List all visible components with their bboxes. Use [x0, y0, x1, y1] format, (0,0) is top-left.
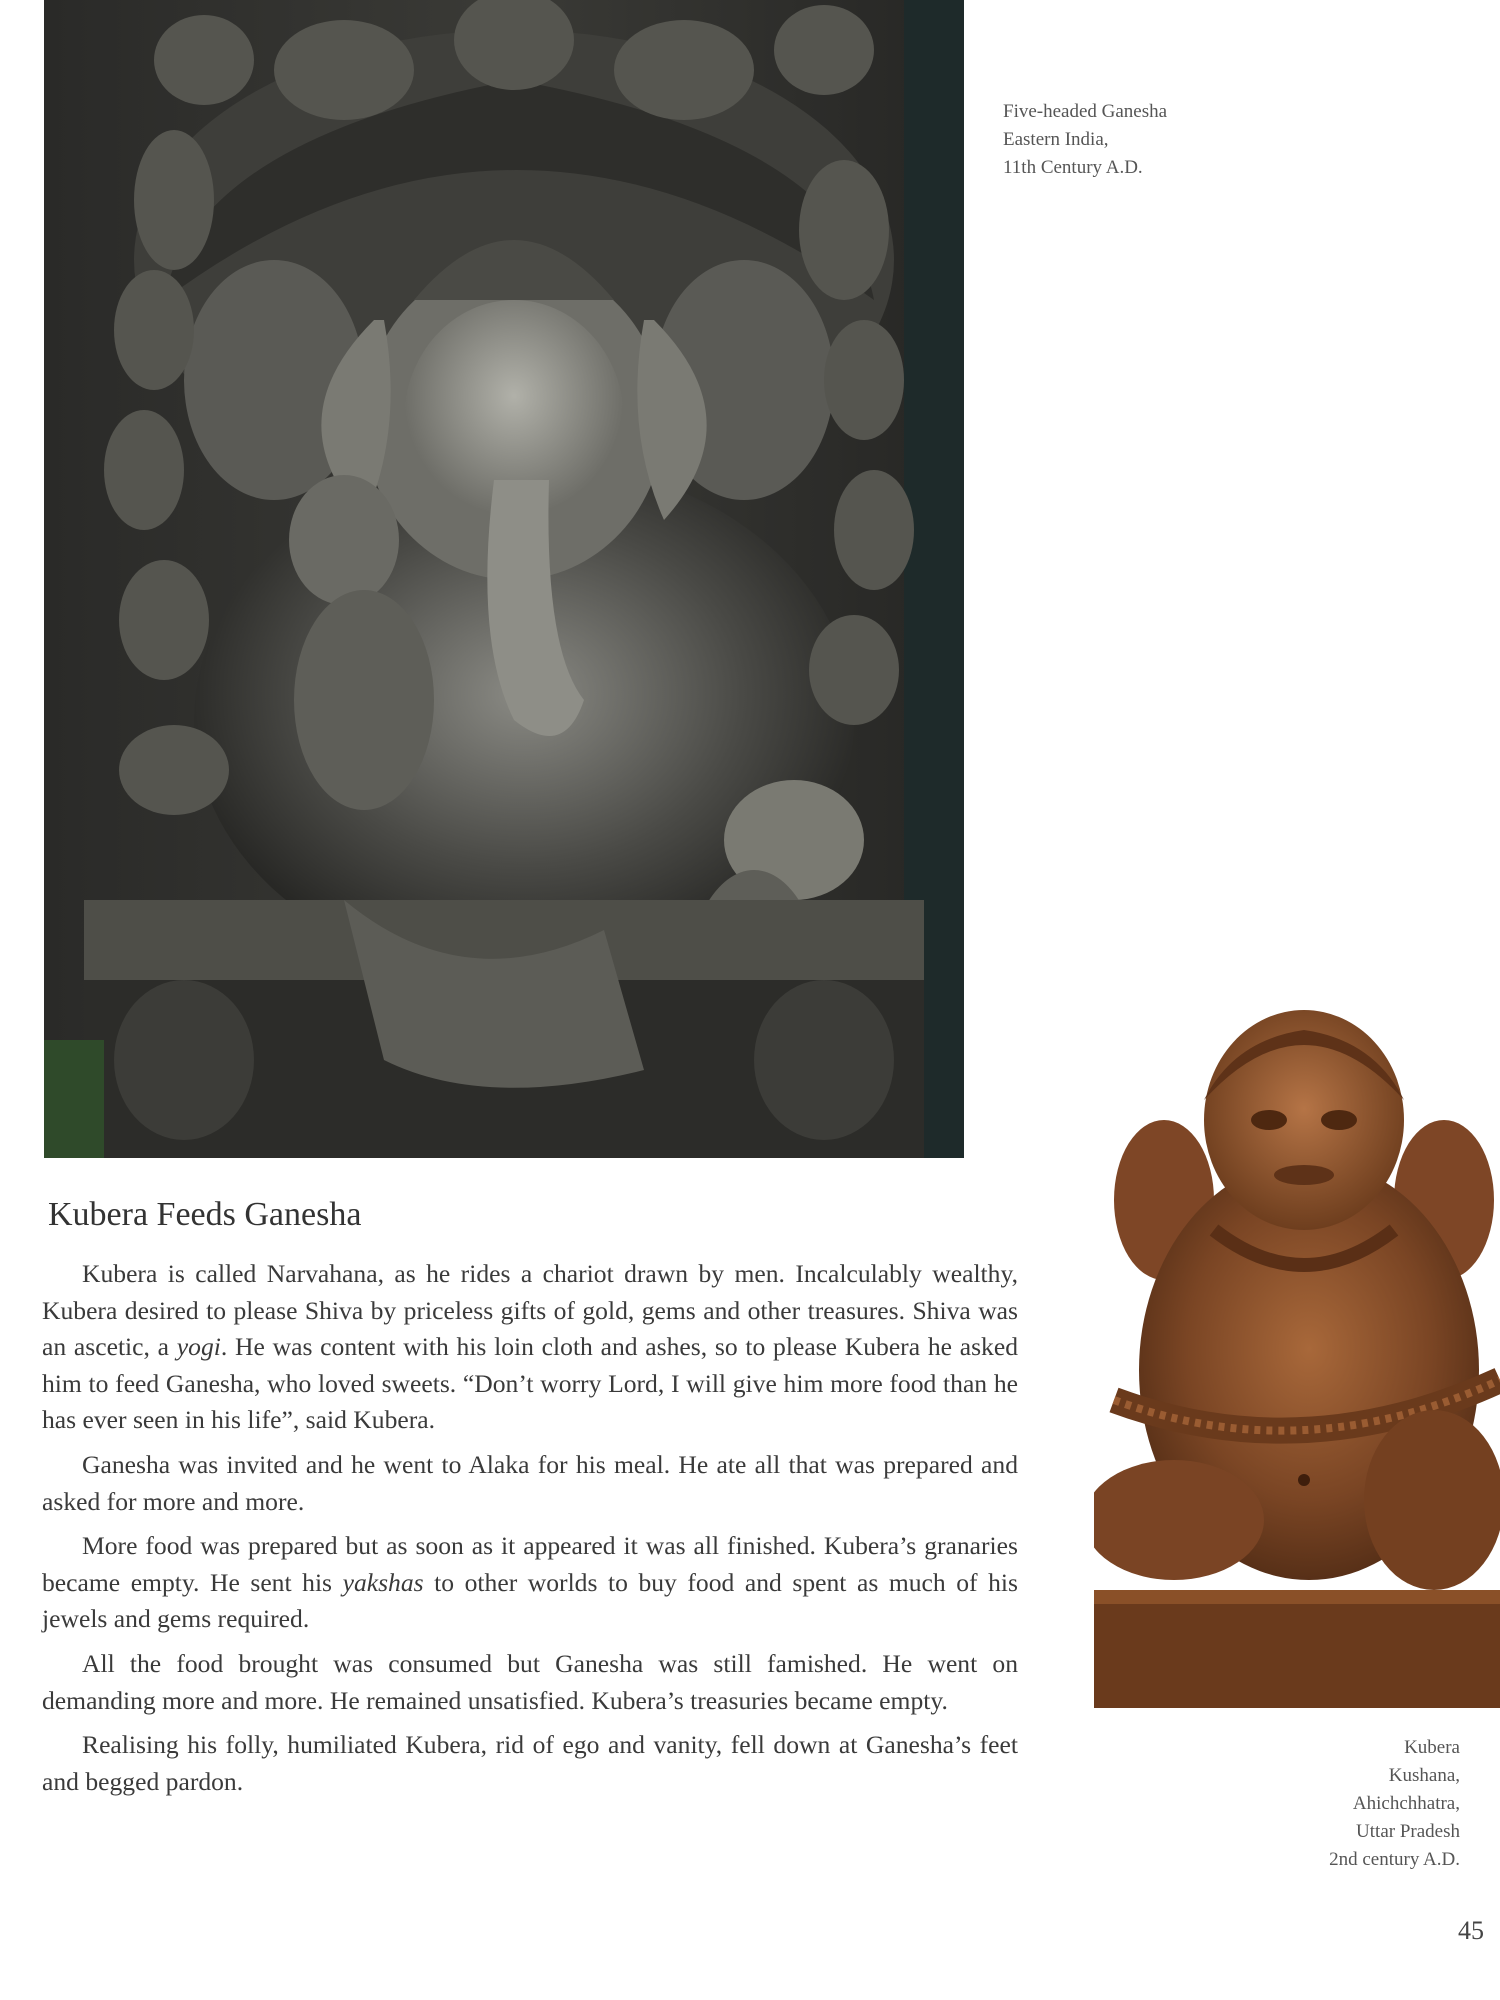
caption-line: Five-headed Ganesha — [1003, 101, 1168, 122]
paragraph: Ganesha was invited and he went to Alaka for his meal. He ate all that was prepared and asked for more and more. — [42, 1449, 1018, 1516]
italic-term: yakshas — [342, 1567, 424, 1597]
ganesha-caption — [1003, 98, 1167, 182]
caption-line: Kushana, — [1388, 1765, 1460, 1786]
caption-line: 11th Century A.D. — [1003, 157, 1143, 178]
kubera-sculpture-image — [1094, 1000, 1500, 1708]
caption-line: Kubera — [1404, 1737, 1460, 1758]
article-title: Kubera Feeds Ganesha — [48, 1196, 362, 1233]
caption-line: Uttar Pradesh — [1356, 1821, 1460, 1842]
paragraph: Realising his folly, humiliated Kubera, rid of ego and vanity, fell down at Ganesha’s feet and begged pardon. — [42, 1730, 1018, 1796]
kubera-caption — [1329, 1734, 1460, 1874]
page-number: 45 — [1458, 1916, 1484, 1945]
caption-line: Ahichchhatra, — [1352, 1793, 1460, 1814]
caption-line: Eastern India, — [1003, 129, 1109, 150]
paragraph: All the food brought was consumed but Ganesha was still famished. He went on demanding more and more. He remained unsatisfied. Kubera’s treasuries became empty. — [42, 1648, 1018, 1715]
kubera-sculpture-photo — [1094, 1000, 1500, 1708]
article-body — [42, 1256, 1018, 1808]
ganesha-sculpture-photo — [44, 0, 964, 1158]
ganesha-sculpture-image — [44, 0, 964, 1158]
italic-term: yogi — [176, 1332, 221, 1362]
caption-line: 2nd century A.D. — [1329, 1849, 1460, 1870]
paragraph: More food was prepared but as soon as it appeared it was all finished. Kubera’s granaries became empty. He sent his yakshas to other worlds to buy food and spent as much of his jewels and gems required. — [42, 1531, 1018, 1634]
paragraph: Kubera is called Narvahana, as he rides a chariot drawn by men. Incalculably wealthy, Kubera desired to please Shiva by priceless gifts of gold, gems and other treasures. Shiva was an ascetic, a yogi. He was content with his loin cloth and ashes, so to please Kubera he asked him to feed Ganesha, who loved sweets. “Don’t worry Lord, I will give him more food than he has ever seen in his life”, said Kubera. — [42, 1259, 1018, 1435]
